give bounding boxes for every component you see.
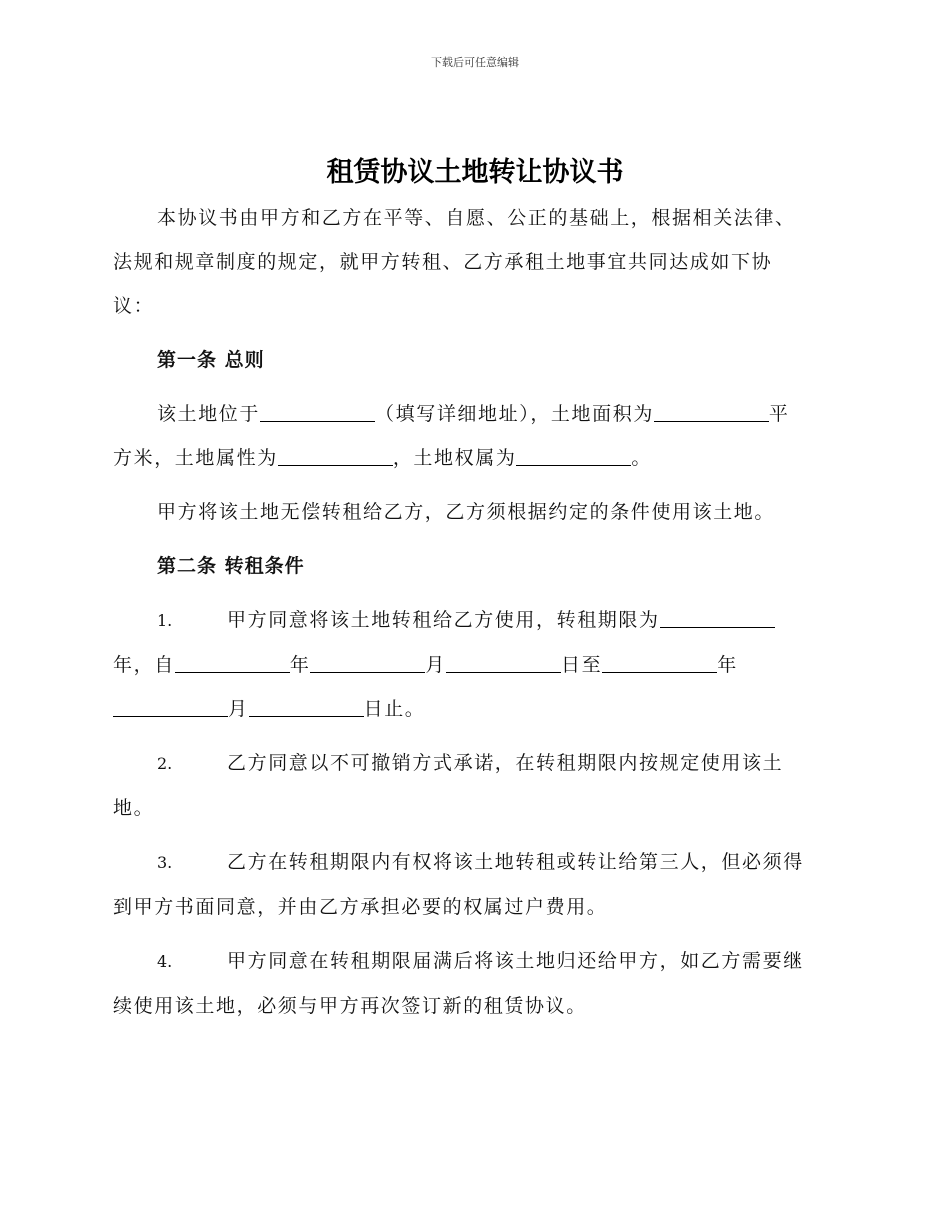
paragraph-line xyxy=(113,392,833,436)
article-2-item-2 xyxy=(113,741,833,830)
item-number: 4. xyxy=(157,952,173,971)
text: 乙方同意以不可撤销方式承诺，在转租期限内按规定使用该土 xyxy=(227,752,784,774)
intro-line: 议： xyxy=(113,295,155,317)
text: 。 xyxy=(631,447,653,469)
text: 年，自 xyxy=(113,654,175,676)
item-number: 3. xyxy=(157,853,173,872)
intro-paragraph xyxy=(113,196,833,328)
text: 乙方在转租期限内有权将该土地转租或转让给第三人，但必须得 xyxy=(227,851,804,873)
paragraph-line xyxy=(113,939,833,984)
text: 甲方同意在转租期限届满后将该土地归还给甲方，如乙方需要继 xyxy=(227,950,804,972)
header-note: 下载后可任意编辑 xyxy=(431,56,519,69)
article-1-heading: 第一条 总则 xyxy=(157,349,265,371)
text: 甲方同意将该土地转租给乙方使用，转租期限为 xyxy=(227,609,660,631)
text: 该土地位于 xyxy=(157,403,261,425)
text: 月 xyxy=(228,698,249,720)
text: 年 xyxy=(289,654,311,676)
article-1-paragraph-2: 甲方将该土地无偿转租给乙方，乙方须根据约定的条件使用该土地。 xyxy=(157,501,776,523)
blank-land-ownership xyxy=(516,445,631,466)
intro-line: 法规和规章制度的规定，就甲方转租、乙方承租土地事宜共同达成如下协 xyxy=(113,251,773,273)
text: 日至 xyxy=(561,654,603,676)
text: ，土地权属为 xyxy=(392,447,517,469)
paragraph-line xyxy=(113,643,833,687)
blank-area xyxy=(654,401,769,422)
blank-end-month xyxy=(113,696,228,717)
blank-term xyxy=(660,607,775,628)
item-number: 2. xyxy=(157,754,173,773)
text: 方米，土地属性为 xyxy=(113,447,278,469)
paragraph-line: 地。 xyxy=(113,797,155,819)
blank-start-day xyxy=(446,652,561,673)
paragraph-line: 到甲方书面同意，并由乙方承担必要的权属过户费用。 xyxy=(113,896,608,918)
paragraph-line xyxy=(113,840,833,885)
paragraph-line xyxy=(113,687,833,731)
blank-end-year xyxy=(602,652,717,673)
paragraph-line: 续使用该土地，必须与甲方再次签订新的租赁协议。 xyxy=(113,995,587,1017)
article-2-item-1 xyxy=(113,598,833,731)
paragraph-line xyxy=(113,598,833,643)
document-body xyxy=(113,196,833,1028)
article-1-paragraph-1 xyxy=(113,392,833,480)
text: 年 xyxy=(717,654,738,676)
text: 月 xyxy=(425,654,447,676)
text: 平 xyxy=(768,403,790,425)
blank-end-day xyxy=(249,696,364,717)
blank-land-property xyxy=(278,445,393,466)
article-2-item-3 xyxy=(113,840,833,929)
paragraph-line xyxy=(113,741,833,786)
document-title: 租赁协议土地转让协议书 xyxy=(326,157,624,188)
item-number: 1. xyxy=(157,611,173,630)
text: （填写详细地址），土地面积为 xyxy=(375,403,654,425)
text: 日止。 xyxy=(363,698,426,720)
article-2-item-4 xyxy=(113,939,833,1028)
intro-line: 本协议书由甲方和乙方在平等、自愿、公正的基础上，根据相关法律、 xyxy=(157,207,796,229)
blank-start-year xyxy=(175,652,290,673)
blank-address xyxy=(260,401,375,422)
article-2-heading: 第二条 转租条件 xyxy=(157,555,305,577)
blank-start-month xyxy=(310,652,425,673)
paragraph-line xyxy=(113,436,833,480)
